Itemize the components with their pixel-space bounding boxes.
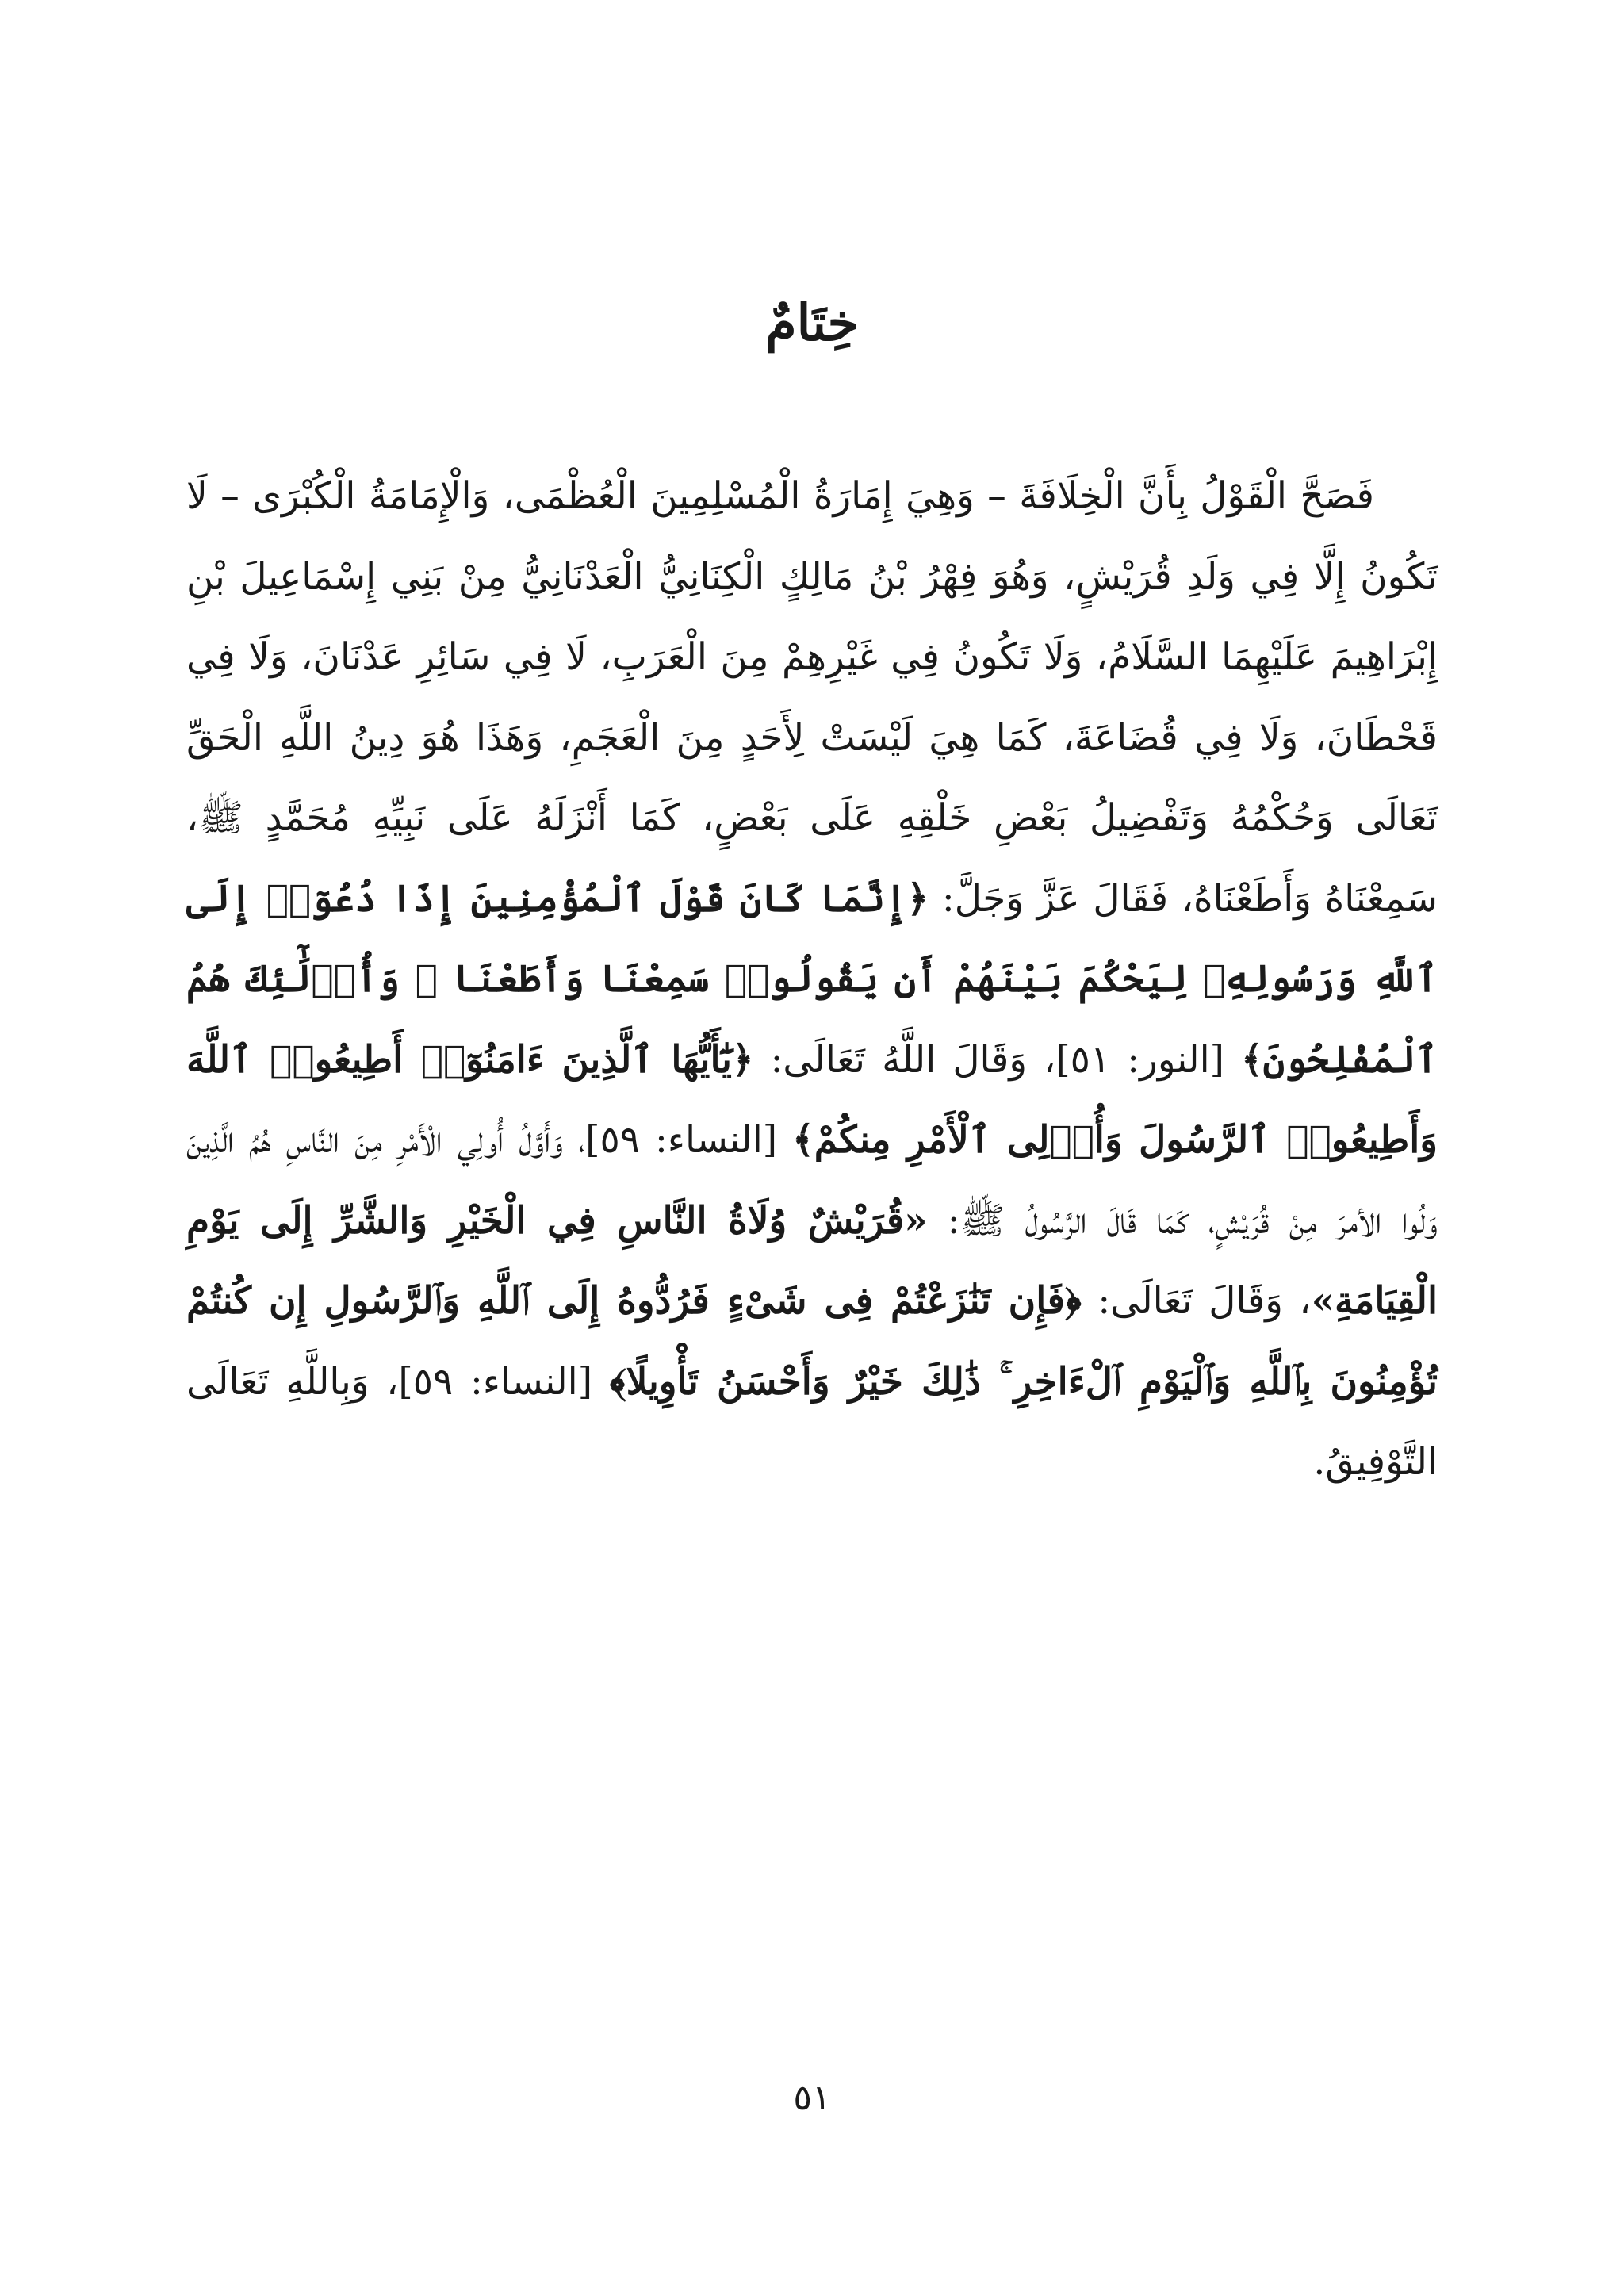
verse-reference: [النساء: ٥٩]، وَبِاللَّهِ تَعَالَى التَّوْفِيقُ. xyxy=(186,1359,1438,1484)
quran-verse: ﴿إِنَّمَا كَانَ قَوْلَ ٱلْمُؤْمِنِينَ إِذَا دُعُوٓا۟ إِلَى ٱللَّهِ وَرَسُولِهِۦ لِيَحْكُمَ بَيْنَهُمْ أَن يَقُولُوا۟ سَمِعْنَا وَأَطَعْنَا ۚ وَأُو۟لَٰٓئِكَ هُمُ ٱلْمُفْلِحُونَ﴾ xyxy=(186,876,1438,1082)
page-title: خِتَامٌ xyxy=(765,293,859,353)
page-number: ٥١ xyxy=(793,2078,831,2118)
paragraph xyxy=(186,456,1438,1503)
intro-text: فَصَحَّ الْقَوْلُ بِأَنَّ الْخِلَافَةَ – وَهِيَ إِمَارَةُ الْمُسْلِمِينَ الْعُظْمَى، وَالْإِمَامَةُ الْكُبْرَى – لَا تَكُونُ إِلَّا فِي وَلَدِ قُرَيْشٍ، وَهُوَ فِهْرُ بْنُ مَالِكٍ الْكِنَانِيُّ الْعَدْنَانِيُّ مِنْ بَنِي إِسْمَاعِيلَ بْنِ إِبْرَاهِيمَ عَلَيْهِمَا السَّلَامُ، وَلَا تَكُونُ فِي غَيْرِهِمْ مِنَ الْعَرَبِ، لَا فِي سَائِرِ عَدْنَانَ، وَلَا فِي قَحْطَانَ، وَلَا فِي قُضَاعَةَ، كَمَا هِيَ لَيْسَتْ لِأَحَدٍ مِنَ الْعَجَمِ، وَهَذَا هُوَ دِينُ اللَّهِ الْحَقِّ تَعَالَى وَحُكْمُهُ وَتَفْضِيلُ بَعْضِ خَلْقِهِ عَلَى بَعْضٍ، كَمَا أَنْزَلَهُ عَلَى نَبِيِّهِ مُحَمَّدٍ ﷺ، سَمِعْنَاهُ وَأَطَعْنَاهُ، فَقَالَ عَزَّ وَجَلَّ: xyxy=(186,474,1438,921)
quran-verse: ﴿يَٰٓأَيُّهَا ٱلَّذِينَ ءَامَنُوٓا۟ أَطِيعُوا۟ ٱللَّهَ وَأَطِيعُوا۟ ٱلرَّسُولَ وَأُو۟لِى ٱلْأَمْرِ مِنكُمْ﴾ xyxy=(186,1037,1438,1162)
hadith-quote: «قُرَيْشٌ وُلَاةُ النَّاسِ فِي الْخَيْرِ وَالشَّرِّ إِلَى يَوْمِ الْقِيَامَةِ» xyxy=(186,1198,1438,1323)
verse-reference: [النور: ٥١]، وَقَالَ اللَّهُ تَعَالَى: xyxy=(753,1037,1242,1082)
quran-verse: ﴿فَإِن تَنَٰزَعْتُمْ فِى شَىْءٍ فَرُدُّوهُ إِلَى ٱللَّهِ وَٱلرَّسُولِ إِن كُنتُمْ تُؤْمِنُونَ بِٱللَّهِ وَٱلْيَوْمِ ٱلْءَاخِرِ ۚ ذَٰلِكَ خَيْرٌ وَأَحْسَنُ تَأْوِيلًا﴾ xyxy=(186,1279,1438,1404)
connecting-text: ، وَقَالَ تَعَالَى: xyxy=(1081,1279,1312,1323)
body-text xyxy=(186,456,1438,1503)
verse-reference: [النساء: ٥٩]، وَأَوَّلُ أُولِي الْأَمْرِ مِنَ النَّاسِ هُمُ الَّذِينَ وَلُوا الأمرَ مِنْ قُرَيْشٍ، كَمَا قَالَ الرَّسُولُ ﷺ: xyxy=(186,1118,1438,1243)
